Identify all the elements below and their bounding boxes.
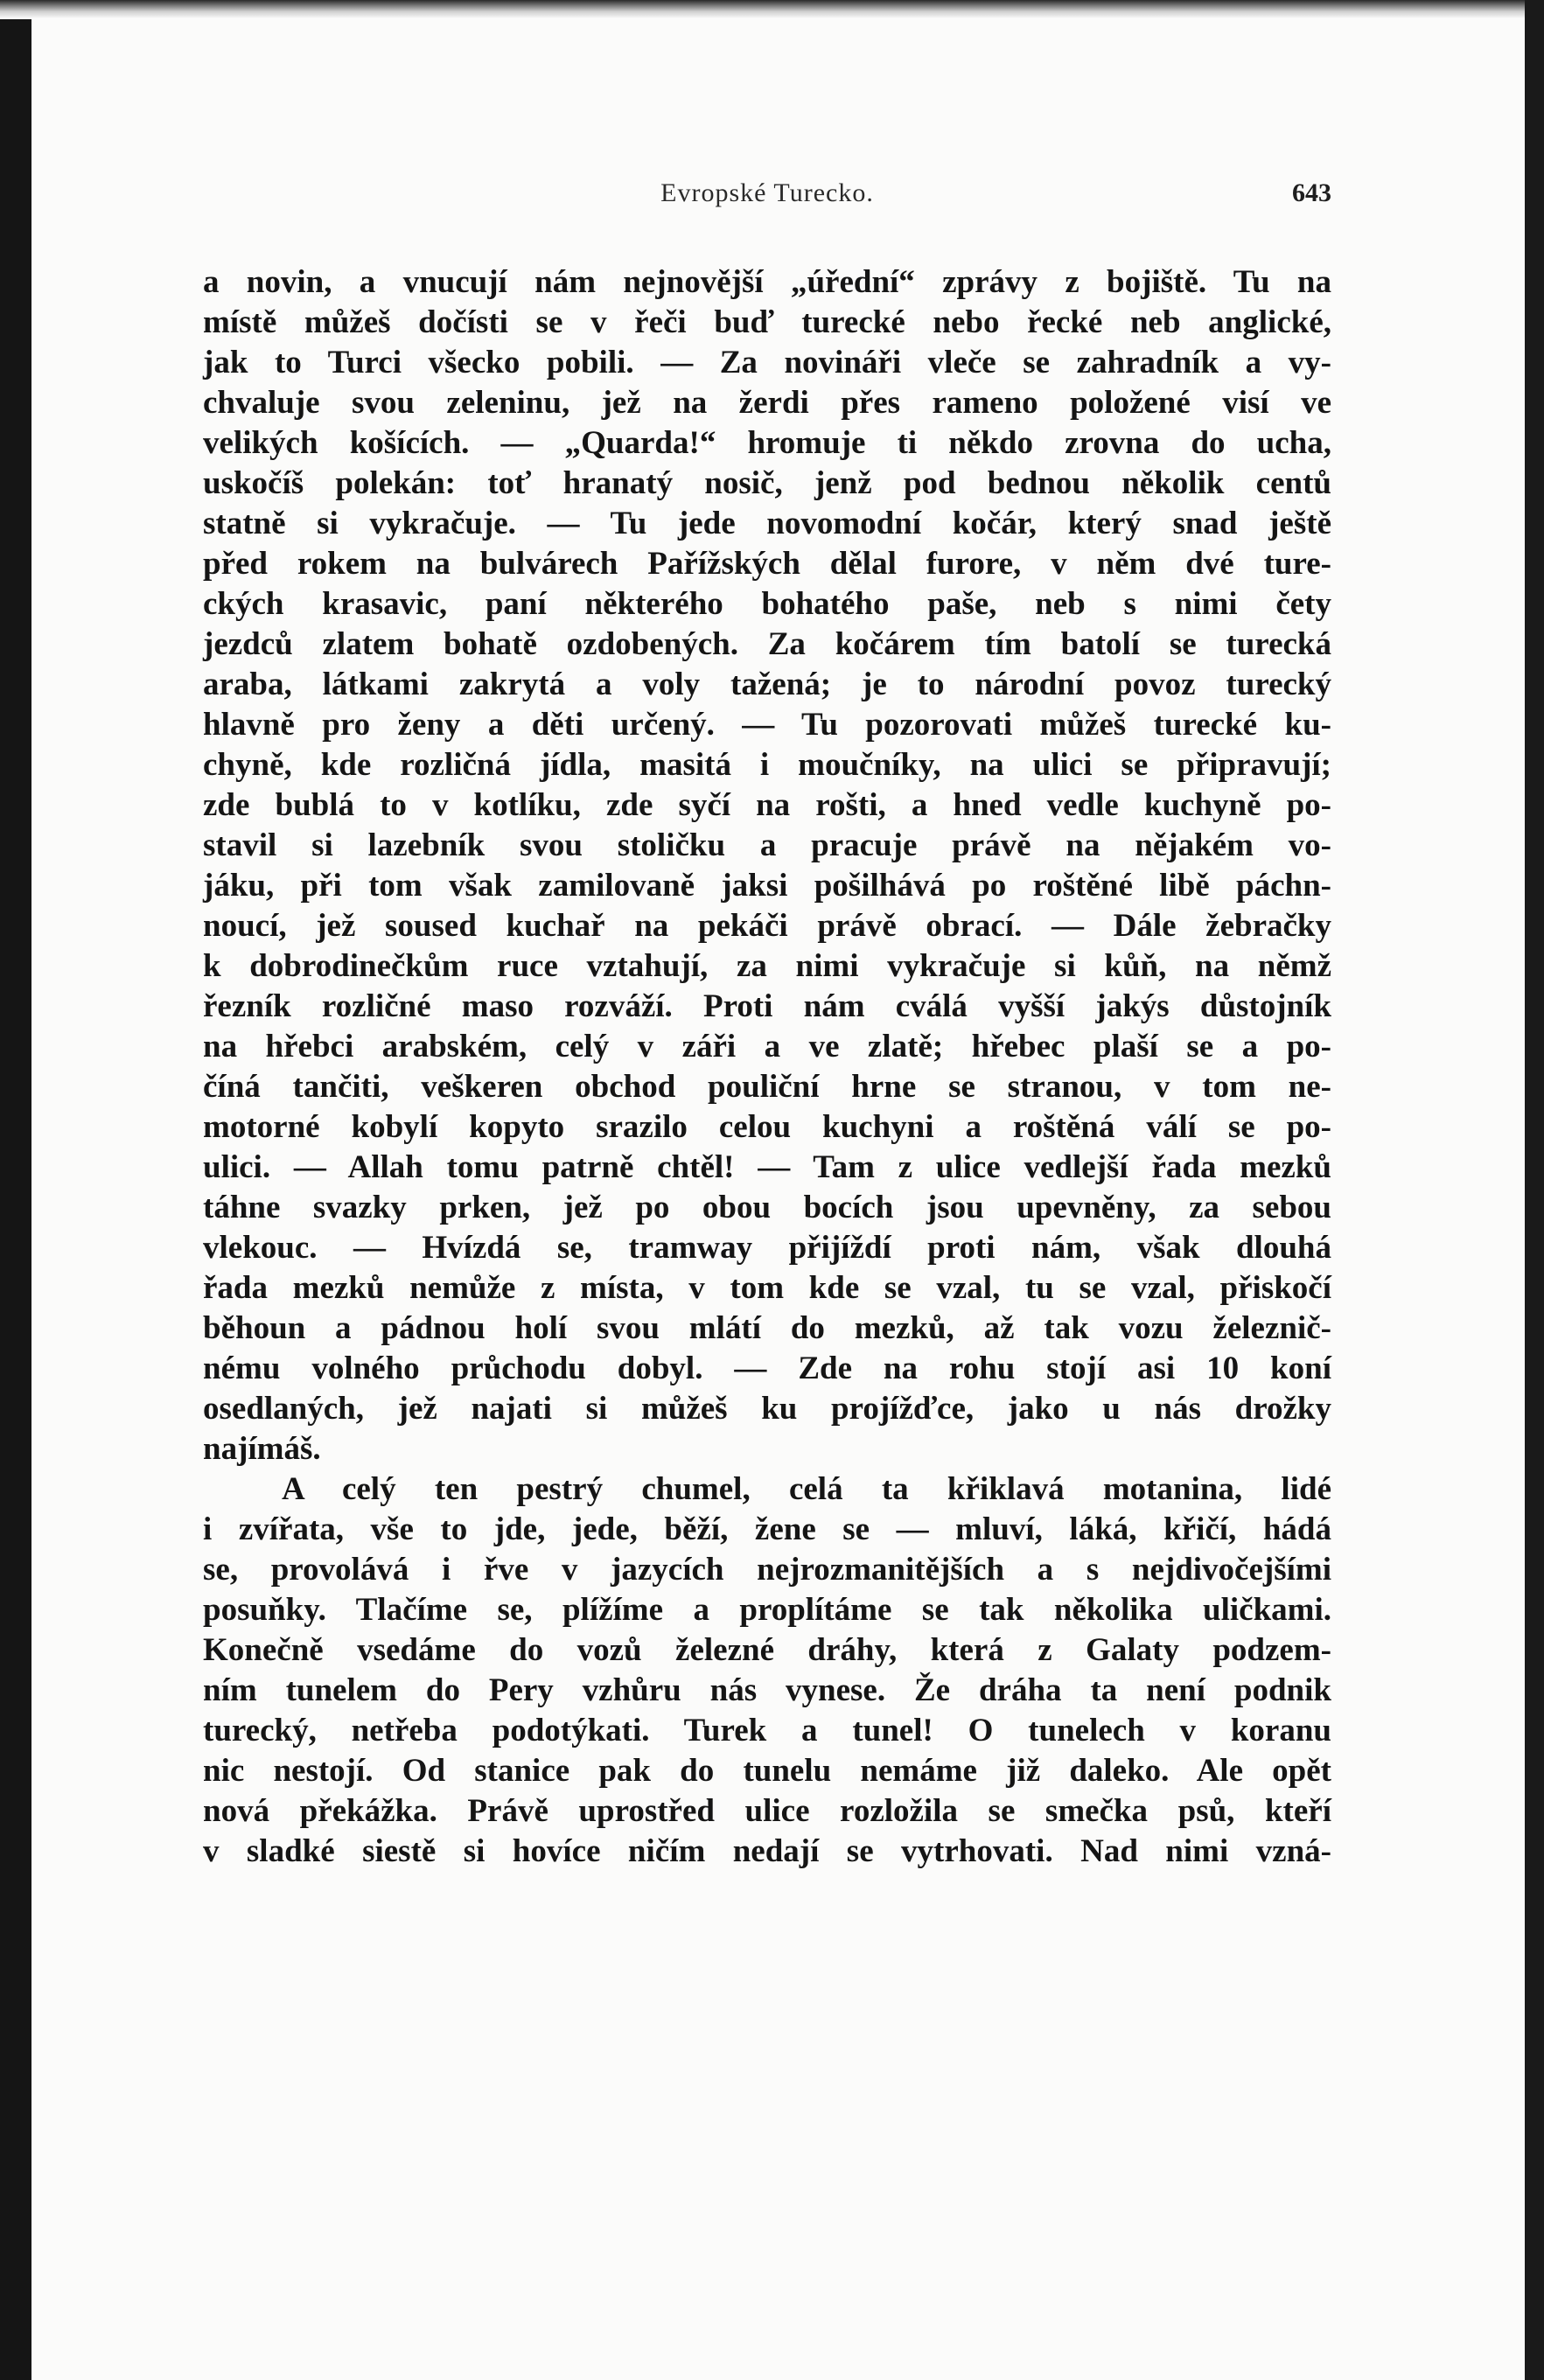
page-number: 643 bbox=[1292, 178, 1331, 207]
text-line: jak to Turci všecko pobili. — Za novináři vleče se zahradník a vy- bbox=[203, 345, 1331, 380]
text-line: stavil si lazebník svou stoličku a pracuje právě na nějakém vo- bbox=[203, 827, 1331, 863]
running-head bbox=[203, 178, 1331, 213]
text-line: před rokem na bulvárech Pařížských dělal furore, v něm dvé ture- bbox=[203, 546, 1331, 582]
text-line: v sladké siestě si hovíce ničím nedají se vytrhovati. Nad nimi vzná- bbox=[203, 1833, 1331, 1869]
text-line: posuňky. Tlačíme se, plížíme a proplítáme se tak několika uličkami. bbox=[203, 1592, 1331, 1628]
running-title: Evropské Turecko. bbox=[660, 178, 874, 207]
text-line: jezdců zlatem bohatě ozdobených. Za kočárem tím batolí se turecká bbox=[203, 626, 1331, 662]
text-line: k dobrodinečkům ruce vztahují, za nimi vykračuje si kůň, na němž bbox=[203, 948, 1331, 984]
text-line: nová překážka. Právě uprostřed ulice rozložila se smečka psů, kteří bbox=[203, 1793, 1331, 1829]
text-line: chvaluje svou zeleninu, jež na žerdi přes rameno položené visí ve bbox=[203, 385, 1331, 421]
text-line: osedlaných, jež najati si můžeš ku projížďce, jako u nás drožky bbox=[203, 1391, 1331, 1427]
scan-edge-right bbox=[1525, 0, 1544, 2380]
text-line: i zvířata, vše to jde, jede, běží, žene se — mluví, láká, křičí, hádá bbox=[203, 1511, 1331, 1547]
text-line: a novin, a vnucují nám nejnovější „úřední“ zprávy z bojiště. Tu na bbox=[203, 264, 1331, 300]
text-line: uskočíš polekán: toť hranatý nosič, jenž pod bednou několik centů bbox=[203, 465, 1331, 501]
text-line: A celý ten pestrý chumel, celá ta křiklavá motanina, lidé bbox=[282, 1471, 1331, 1507]
text-line: číná tančiti, veškeren obchod pouliční hrne se stranou, v tom ne- bbox=[203, 1069, 1331, 1105]
text-line: noucí, jež soused kuchař na pekáči právě obrací. — Dále žebračky bbox=[203, 908, 1331, 944]
paragraph-1 bbox=[203, 262, 1331, 1469]
text-line: ckých krasavic, paní některého bohatého paše, neb s nimi čety bbox=[203, 586, 1331, 622]
text-line: nému volného průchodu dobyl. — Zde na rohu stojí asi 10 koní bbox=[203, 1351, 1331, 1386]
text-line: nic nestojí. Od stanice pak do tunelu nemáme již daleko. Ale opět bbox=[203, 1753, 1331, 1789]
text-line: turecký, netřeba podotýkati. Turek a tunel! O tunelech v koranu bbox=[203, 1713, 1331, 1748]
text-line: vlekouc. — Hvízdá se, tramway přijíždí proti nám, však dlouhá bbox=[203, 1230, 1331, 1266]
text-line: jáku, při tom však zamilovaně jaksi pošilhává po roštěné libě páchn- bbox=[203, 868, 1331, 904]
text-line: hlavně pro ženy a děti určený. — Tu pozorovati můžeš turecké ku- bbox=[203, 707, 1331, 743]
text-line: statně si vykračuje. — Tu jede novomodní kočár, který snad ještě bbox=[203, 506, 1331, 541]
text-line: Konečně vsedáme do vozů železné dráhy, která z Galaty podzem- bbox=[203, 1632, 1331, 1668]
text-line: řezník rozličné maso rozváží. Proti nám cválá vyšší jakýs důstojník bbox=[203, 988, 1331, 1024]
text-line: velikých košících. — „Quarda!“ hromuje ti někdo zrovna do ucha, bbox=[203, 425, 1331, 461]
scan-edge-top bbox=[0, 0, 1544, 19]
text-line: ulici. — Allah tomu patrně chtěl! — Tam z ulice vedlejší řada mezků bbox=[203, 1149, 1331, 1185]
body-text bbox=[203, 262, 1331, 1872]
text-line: na hřebci arabském, celý v záři a ve zlatě; hřebec plaší se a po- bbox=[203, 1029, 1331, 1064]
text-line: táhne svazky prken, jež po obou bocích jsou upevněny, za sebou bbox=[203, 1190, 1331, 1225]
text-line: ním tunelem do Pery vzhůru nás vynese. Že dráha ta není podnik bbox=[203, 1672, 1331, 1708]
text-line: místě můžeš dočísti se v řeči buď turecké nebo řecké neb anglické, bbox=[203, 304, 1331, 340]
text-line: chyně, kde rozličná jídla, masitá i moučníky, na ulici se připravují; bbox=[203, 747, 1331, 783]
text-line: najímáš. bbox=[203, 1431, 321, 1467]
text-line: řada mezků nemůže z místa, v tom kde se vzal, tu se vzal, přiskočí bbox=[203, 1270, 1331, 1306]
text-line: zde bublá to v kotlíku, zde syčí na rošti, a hned vedle kuchyně po- bbox=[203, 787, 1331, 823]
text-line: běhoun a pádnou holí svou mlátí do mezků, až tak vozu železnič- bbox=[203, 1310, 1331, 1346]
paragraph-2 bbox=[203, 1469, 1331, 1872]
scan-edge-left bbox=[0, 0, 31, 2380]
text-line: motorné kobylí kopyto srazilo celou kuchyni a roštěná válí se po- bbox=[203, 1109, 1331, 1145]
text-line: araba, látkami zakrytá a voly tažená; je to národní povoz turecký bbox=[203, 667, 1331, 702]
text-line: se, provolává i řve v jazycích nejrozmanitějších a s nejdivočejšími bbox=[203, 1552, 1331, 1588]
